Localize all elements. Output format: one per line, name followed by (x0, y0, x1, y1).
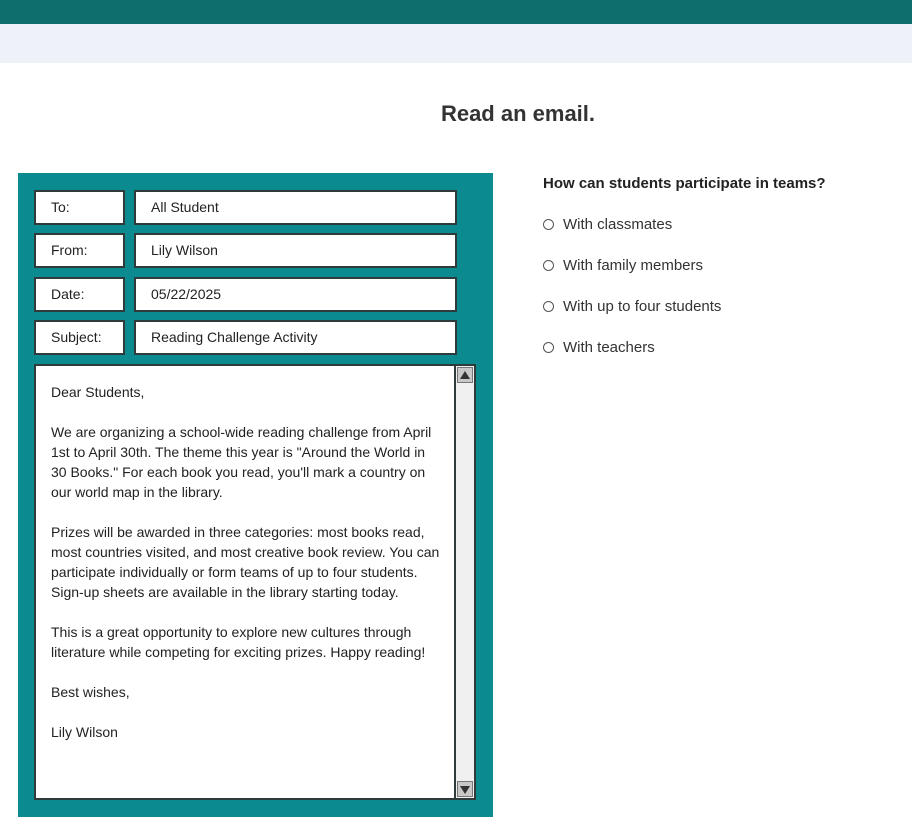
radio-button[interactable] (543, 342, 554, 353)
option-label: With up to four students (563, 297, 722, 315)
option-classmates[interactable] (543, 214, 672, 234)
email-scrollbar[interactable] (454, 366, 474, 798)
arrow-up-icon (460, 371, 470, 379)
email-paragraph: Lily Wilson (51, 724, 118, 740)
email-paragraph: This is a great opportunity to explore new cultures through literature while competing for exciting prizes. Happy reading! (51, 624, 426, 660)
from-value: Lily Wilson (134, 233, 457, 268)
scroll-down-button[interactable] (457, 781, 473, 797)
email-panel (18, 173, 493, 817)
radio-button[interactable] (543, 301, 554, 312)
sub-bar (0, 24, 912, 63)
option-family-members[interactable] (543, 255, 703, 275)
email-paragraph: Prizes will be awarded in three categories: most books read, most countries visited, and most creative book review. You can participate individually or form teams of up to four students. Sign-up sheets are available in the library starting today. (51, 524, 440, 600)
email-paragraph: Best wishes, (51, 684, 130, 700)
arrow-down-icon (460, 786, 470, 794)
email-paragraph: We are organizing a school-wide reading challenge from April 1st to April 30th. The theme this year is "Around the World in 30 Books." For each book you read, you'll mark a country on our world map in the library. (51, 424, 432, 500)
option-label: With teachers (563, 338, 655, 356)
page-title: Read an email. (440, 101, 596, 126)
option-up-to-four-students[interactable] (543, 296, 721, 316)
top-bar (0, 0, 912, 24)
email-paragraph: Dear Students, (51, 384, 145, 400)
option-teachers[interactable] (543, 337, 655, 357)
question-text: How can students participate in teams? (543, 175, 826, 192)
date-label: Date: (34, 277, 125, 312)
option-label: With classmates (563, 215, 673, 233)
email-body[interactable] (34, 364, 476, 800)
radio-button[interactable] (543, 219, 554, 230)
subject-label: Subject: (34, 320, 125, 355)
email-body-text (51, 382, 444, 762)
radio-button[interactable] (543, 260, 554, 271)
from-label: From: (34, 233, 125, 268)
subject-value: Reading Challenge Activity (134, 320, 457, 355)
to-label: To: (34, 190, 125, 225)
to-value: All Student (134, 190, 457, 225)
scroll-up-button[interactable] (457, 367, 473, 383)
date-value: 05/22/2025 (134, 277, 457, 312)
option-label: With family members (563, 256, 704, 274)
